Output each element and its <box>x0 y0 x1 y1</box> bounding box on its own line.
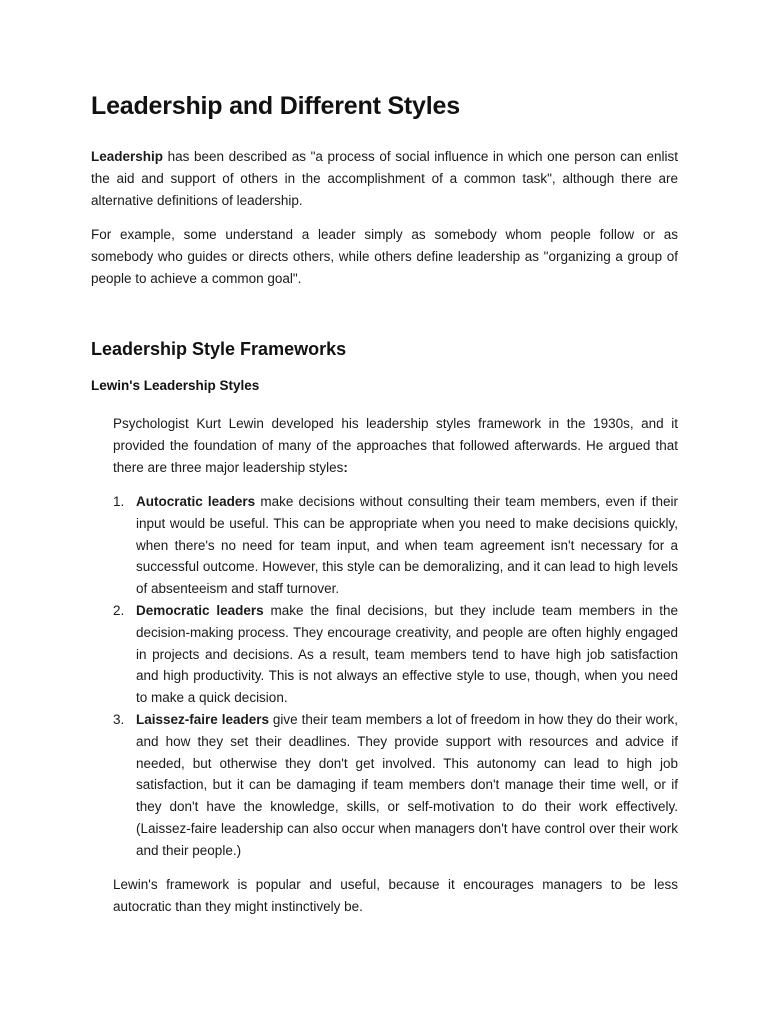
styles-list <box>113 491 678 862</box>
list-item-number: 3. <box>113 711 125 727</box>
subsection-heading: Lewin's Leadership Styles <box>91 378 260 393</box>
list-item-number: 1. <box>113 494 125 509</box>
example-paragraph: For example, some understand a leader simply as somebody whom people follow or as somebody who guides or directs others, while others define leadership as "organizing a group of people to achieve a common goal". <box>91 227 678 286</box>
list-item-term: Laissez-faire leaders <box>136 711 269 727</box>
list-item-text: make decisions without consulting their team members, even if their input would be useful. This can be appropriate when you need to make decisions quickly, when there's no need for team input, and when team agreement isn't necessary for a successful outcome. However, this style can be demoralizing, and it can lead to high levels of absenteeism and staff turnover. <box>136 494 679 597</box>
list-item <box>113 491 678 600</box>
intro-paragraph <box>91 146 678 212</box>
list-item-number: 2. <box>113 602 125 618</box>
list-item-term: Democratic leaders <box>136 602 264 618</box>
lewin-intro-text: Psychologist Kurt Lewin developed his leadership styles framework in the 1930s, and it provided the foundation of many of the approaches that followed afterwards. He argued that there are three major leadership styles <box>113 416 678 475</box>
intro-text: has been described as "a process of social influence in which one person can enlist the aid and support of others in the accomplishment of a common task", although there are alternative definitions of leadership. <box>91 149 678 208</box>
list-item-term: Autocratic leaders <box>136 494 256 509</box>
lewin-intro-colon: : <box>343 460 348 475</box>
page-title: Leadership and Different Styles <box>91 92 460 120</box>
conclusion-paragraph: Lewin's framework is popular and useful, because it encourages managers to be less autocratic than they might instinctively be. <box>113 877 678 914</box>
lewin-intro-paragraph <box>113 413 678 479</box>
intro-term: Leadership <box>91 149 164 164</box>
section-heading: Leadership Style Frameworks <box>91 339 347 359</box>
list-item-text: give their team members a lot of freedom in how they do their work, and how they set their deadlines. They provide support with resources and advice if needed, but otherwise they don't get involved. This autonomy can lead to high job satisfaction, but it can be damaging if team members don't manage their time well, or if they don't have the knowledge, skills, or self-motivation to do their work effectively. (Laissez-faire leadership can also occur when managers don't have control over their work and their people.) <box>136 711 678 858</box>
list-item <box>113 709 678 862</box>
list-item <box>113 600 678 709</box>
list-item-text: make the final decisions, but they include team members in the decision-making process. They encourage creativity, and people are often highly engaged in projects and decisions. As a result, team members tend to have high job satisfaction and high productivity. This is not always an effective style to use, though, when you need to make a quick decision. <box>136 602 678 706</box>
